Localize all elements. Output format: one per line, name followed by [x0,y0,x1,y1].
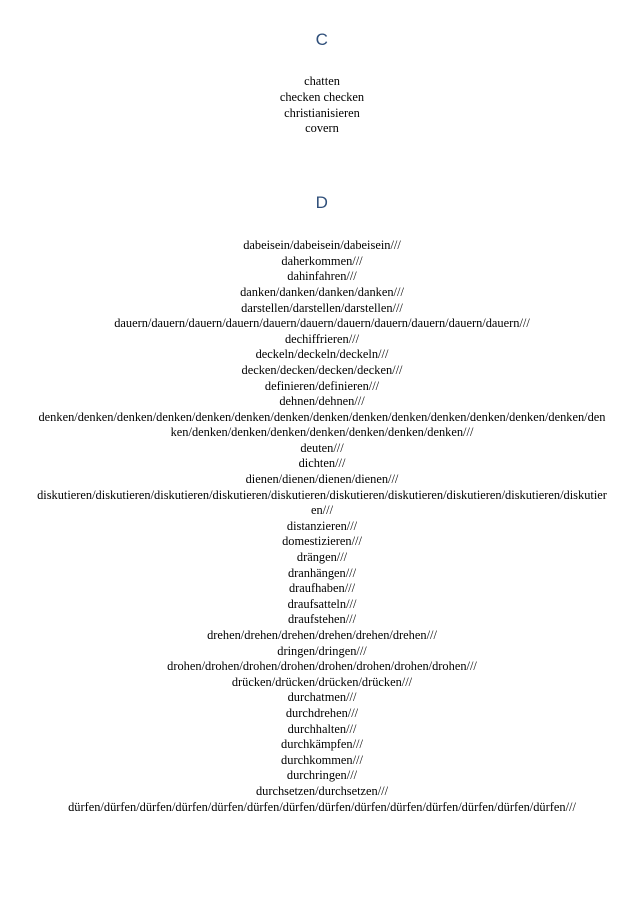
word-entry: christianisieren [284,105,360,120]
word-entry: dienen/dienen/dienen/dienen/// [245,472,399,487]
word-entry: dringen/dringen/// [277,643,367,658]
word-entry: dechiffrieren/// [284,331,360,346]
word-entry: drehen/drehen/drehen/drehen/drehen/drehen/// [207,628,437,642]
word-entry: dranhängen/// [287,565,357,580]
word-entry: drücken/drücken/drücken/drücken/// [231,674,413,689]
word-entry: draufstehen/// [287,612,357,627]
section-heading-c: C [315,30,329,49]
word-entry: distanzieren/// [286,518,358,533]
word-entry: deckeln/deckeln/deckeln/// [255,347,389,362]
word-entry: durchkommen/// [281,752,363,767]
word-entry: covern [305,121,339,136]
word-entry: domestizieren/// [282,534,362,549]
word-entry: durchkämpfen/// [281,737,363,752]
word-entry: dabeisein/dabeisein/dabeisein/// [243,238,401,253]
word-entry: durchdrehen/// [285,705,359,720]
word-entry: durchringen/// [286,768,358,783]
word-entry: dauern/dauern/dauern/dauern/dauern/dauern/dauern/dauern/dauern/dauern/dauern/// [114,316,530,331]
word-entry: draufsatteln/// [287,596,357,611]
word-entry: definieren/definieren/// [264,378,380,393]
word-entry: dahinfahren/// [287,269,357,284]
word-entry: darstellen/darstellen/darstellen/// [241,300,403,315]
word-entry: durchsetzen/durchsetzen/// [255,783,389,798]
section-c [36,0,608,137]
word-entry: durchhalten/// [287,721,357,736]
entry-list-c [36,74,608,136]
word-entry: denken/denken/denken/denken/denken/denken/denken/denken/denken/denken/denken/denken/denken/denken/denken/denken/denken/denken/denken/denken/denken/denken/// [38,409,606,440]
entry-list-d [36,238,608,815]
word-entry: danken/danken/danken/danken/// [240,284,404,299]
word-entry: dehnen/dehnen/// [279,394,365,409]
section-heading-d: D [315,192,329,212]
word-entry: decken/decken/decken/decken/// [241,362,403,377]
word-entry: durchatmen/// [287,690,357,705]
section-d [36,137,608,815]
word-entry: chatten [304,74,340,89]
word-entry: drohen/drohen/drohen/drohen/drohen/drohen/drohen/drohen/// [167,659,477,674]
word-entry: draufhaben/// [288,581,356,596]
word-entry: diskutieren/diskutieren/diskutieren/diskutieren/diskutieren/diskutieren/diskutieren/diskutieren/diskutieren/diskutieren/// [37,487,607,518]
word-entry: checken checken [279,89,365,104]
word-entry: daherkommen/// [281,253,363,268]
word-entry: dichten/// [298,456,346,471]
word-entry: dürfen/dürfen/dürfen/dürfen/dürfen/dürfen/dürfen/dürfen/dürfen/dürfen/dürfen/dürfen/dürfen/dürfen/// [68,799,576,814]
word-entry: deuten/// [300,440,344,455]
word-entry: drängen/// [296,550,348,565]
